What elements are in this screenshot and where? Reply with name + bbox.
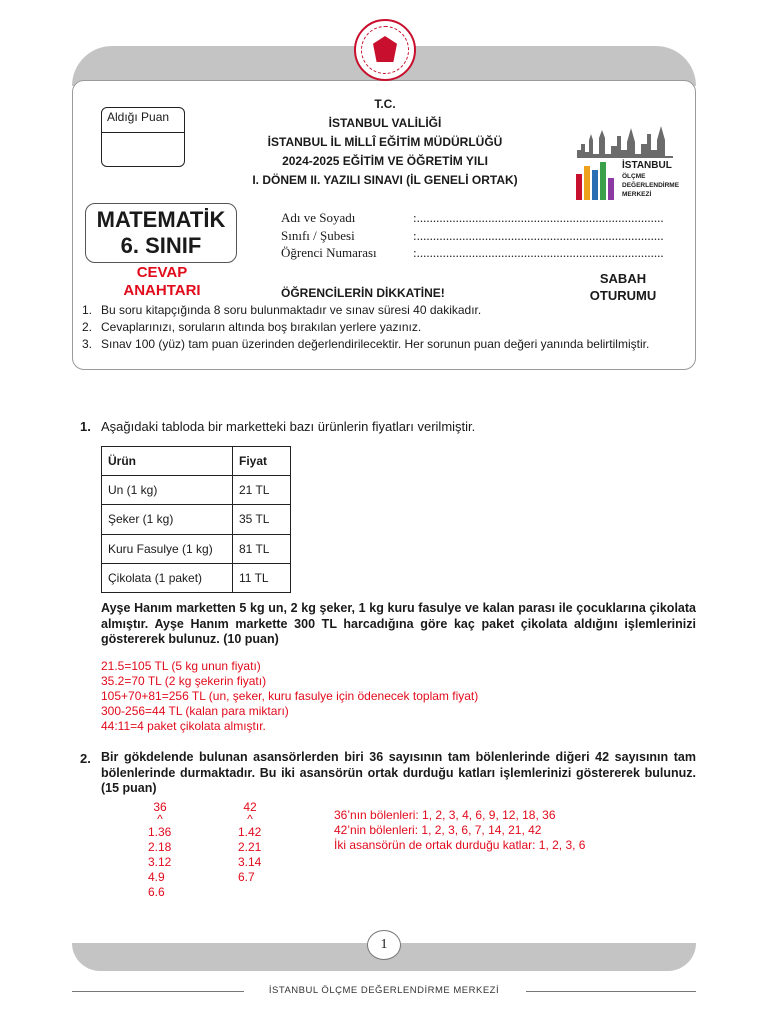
score-box <box>101 107 185 167</box>
factor-column-36: 36 ^ 1.36 2.18 3.12 4.9 6.6 <box>148 800 172 899</box>
meb-seal-icon <box>354 19 416 81</box>
answer-key-label: CEVAP ANAHTARI <box>123 264 201 299</box>
divisor-lists <box>334 808 585 853</box>
footer-text: İSTANBUL ÖLÇME DEĞERLENDİRME MERKEZİ <box>268 985 500 996</box>
score-label: Aldığı Puan <box>107 110 170 124</box>
title-line: I. DÖNEM II. YAZILI SINAVI (İL GENELİ ORTAK) <box>252 173 518 187</box>
answer-line: 35.2=70 TL (2 kg şekerin fiyatı) <box>101 674 267 688</box>
table-header: Ürün <box>102 447 233 476</box>
question-number: 2. <box>80 751 91 766</box>
answer-lines <box>101 659 478 734</box>
factor-column-42: 42 ^ 1.42 2.21 3.14 6.7 <box>238 800 262 884</box>
ism-logo-text: İSTANBUL ÖLÇME DEĞERLENDİRME MERKEZİ <box>622 160 680 198</box>
field-row[interactable]: Sınıfı / Şubesi :............................................................................ <box>281 227 664 243</box>
page-number: 1 <box>367 930 401 960</box>
factor-head: 42 <box>243 800 257 814</box>
title-line: 2024-2025 EĞİTİM VE ÖĞRETİM YILI <box>282 154 488 168</box>
rule-item: 3. Sınav 100 (yüz) tam puan üzerinden değerlendirilecektir. Her sorunun puan değeri yanında belirtilmiştir. <box>82 337 650 351</box>
field-row[interactable]: Öğrenci Numarası :............................................................................ <box>281 245 664 260</box>
answer-line: 21.5=105 TL (5 kg unun fiyatı) <box>101 659 261 673</box>
subject-name: MATEMATİK <box>96 207 226 232</box>
rule-item: 1. Bu soru kitapçığında 8 soru bulunmaktadır ve sınav süresi 40 dakikadır. <box>82 303 482 317</box>
table-row: Şeker (1 kg) 35 TL <box>102 505 291 534</box>
question-statement: Bir gökdelende bulunan asansörlerden biri 36 sayısının tam bölenlerinde diğeri 42 sayısının tam bölenlerinde durmaktadır. Bu iki asansörün ortak durduğu katları işlemlerinizi göstererek bulunuz. (15 puan) <box>101 750 696 795</box>
session-label: SABAH OTURUMU <box>589 271 657 303</box>
subject-box <box>85 203 237 263</box>
table-row: Çikolata (1 paket) 11 TL <box>102 563 291 592</box>
ism-logo <box>570 120 685 200</box>
answer-line: 44:11=4 paket çikolata almıştır. <box>101 719 266 733</box>
title-line: İSTANBUL İL MİLLÎ EĞİTİM MÜDÜRLÜĞÜ <box>267 135 503 149</box>
question-statement: Ayşe Hanım marketten 5 kg un, 2 kg şeker, 1 kg kuru fasulye ve kalan parası ile çocuklarına çikolata almıştır. Ayşe Hanım markette 300 TL harcadığına göre kaç paket çikolata aldığını işlemlerinizi göstererek bulunuz. (10 puan) <box>101 601 696 646</box>
title-line: T.C. <box>374 97 396 111</box>
divisor-line: 36’nın bölenleri: 1, 2, 3, 4, 6, 9, 12, 18, 36 <box>334 808 556 822</box>
field-row[interactable]: Adı ve Soyadı :............................................................................ <box>281 210 664 225</box>
rules-list <box>82 302 655 353</box>
rule-item: 2. Cevaplarınızı, soruların altında boş bırakılan yerlere yazınız. <box>82 320 422 334</box>
exam-title <box>200 95 570 190</box>
question-number: 1. <box>80 419 91 434</box>
table-row: Un (1 kg) 21 TL <box>102 476 291 505</box>
table-row: Kuru Fasulye (1 kg) 81 TL <box>102 534 291 563</box>
student-fields <box>281 209 664 262</box>
caret-icon: ^ <box>247 812 253 826</box>
divisor-line: 42’nin bölenleri: 1, 2, 3, 6, 7, 14, 21, 42 <box>334 823 542 837</box>
grade: 6. SINIF <box>120 233 202 258</box>
title-line: İSTANBUL VALİLİĞİ <box>328 116 442 130</box>
factor-head: 36 <box>153 800 167 814</box>
price-table <box>101 446 291 593</box>
question-intro: Aşağıdaki tabloda bir marketteki bazı ürünlerin fiyatları verilmiştir. <box>101 419 476 434</box>
caret-icon: ^ <box>157 812 163 826</box>
table-header: Fiyat <box>233 447 291 476</box>
table-header-row <box>102 447 291 476</box>
answer-line: 105+70+81=256 TL (un, şeker, kuru fasulye için ödenecek toplam fiyat) <box>101 689 479 703</box>
answer-line: 300-256=44 TL (kalan para miktarı) <box>101 704 289 718</box>
divisor-line: İki asansörün de ortak durduğu katlar: 1, 2, 3, 6 <box>334 838 586 852</box>
notice-title: ÖĞRENCİLERİN DİKKATİNE! <box>281 286 445 300</box>
skyline-icon <box>575 120 675 160</box>
